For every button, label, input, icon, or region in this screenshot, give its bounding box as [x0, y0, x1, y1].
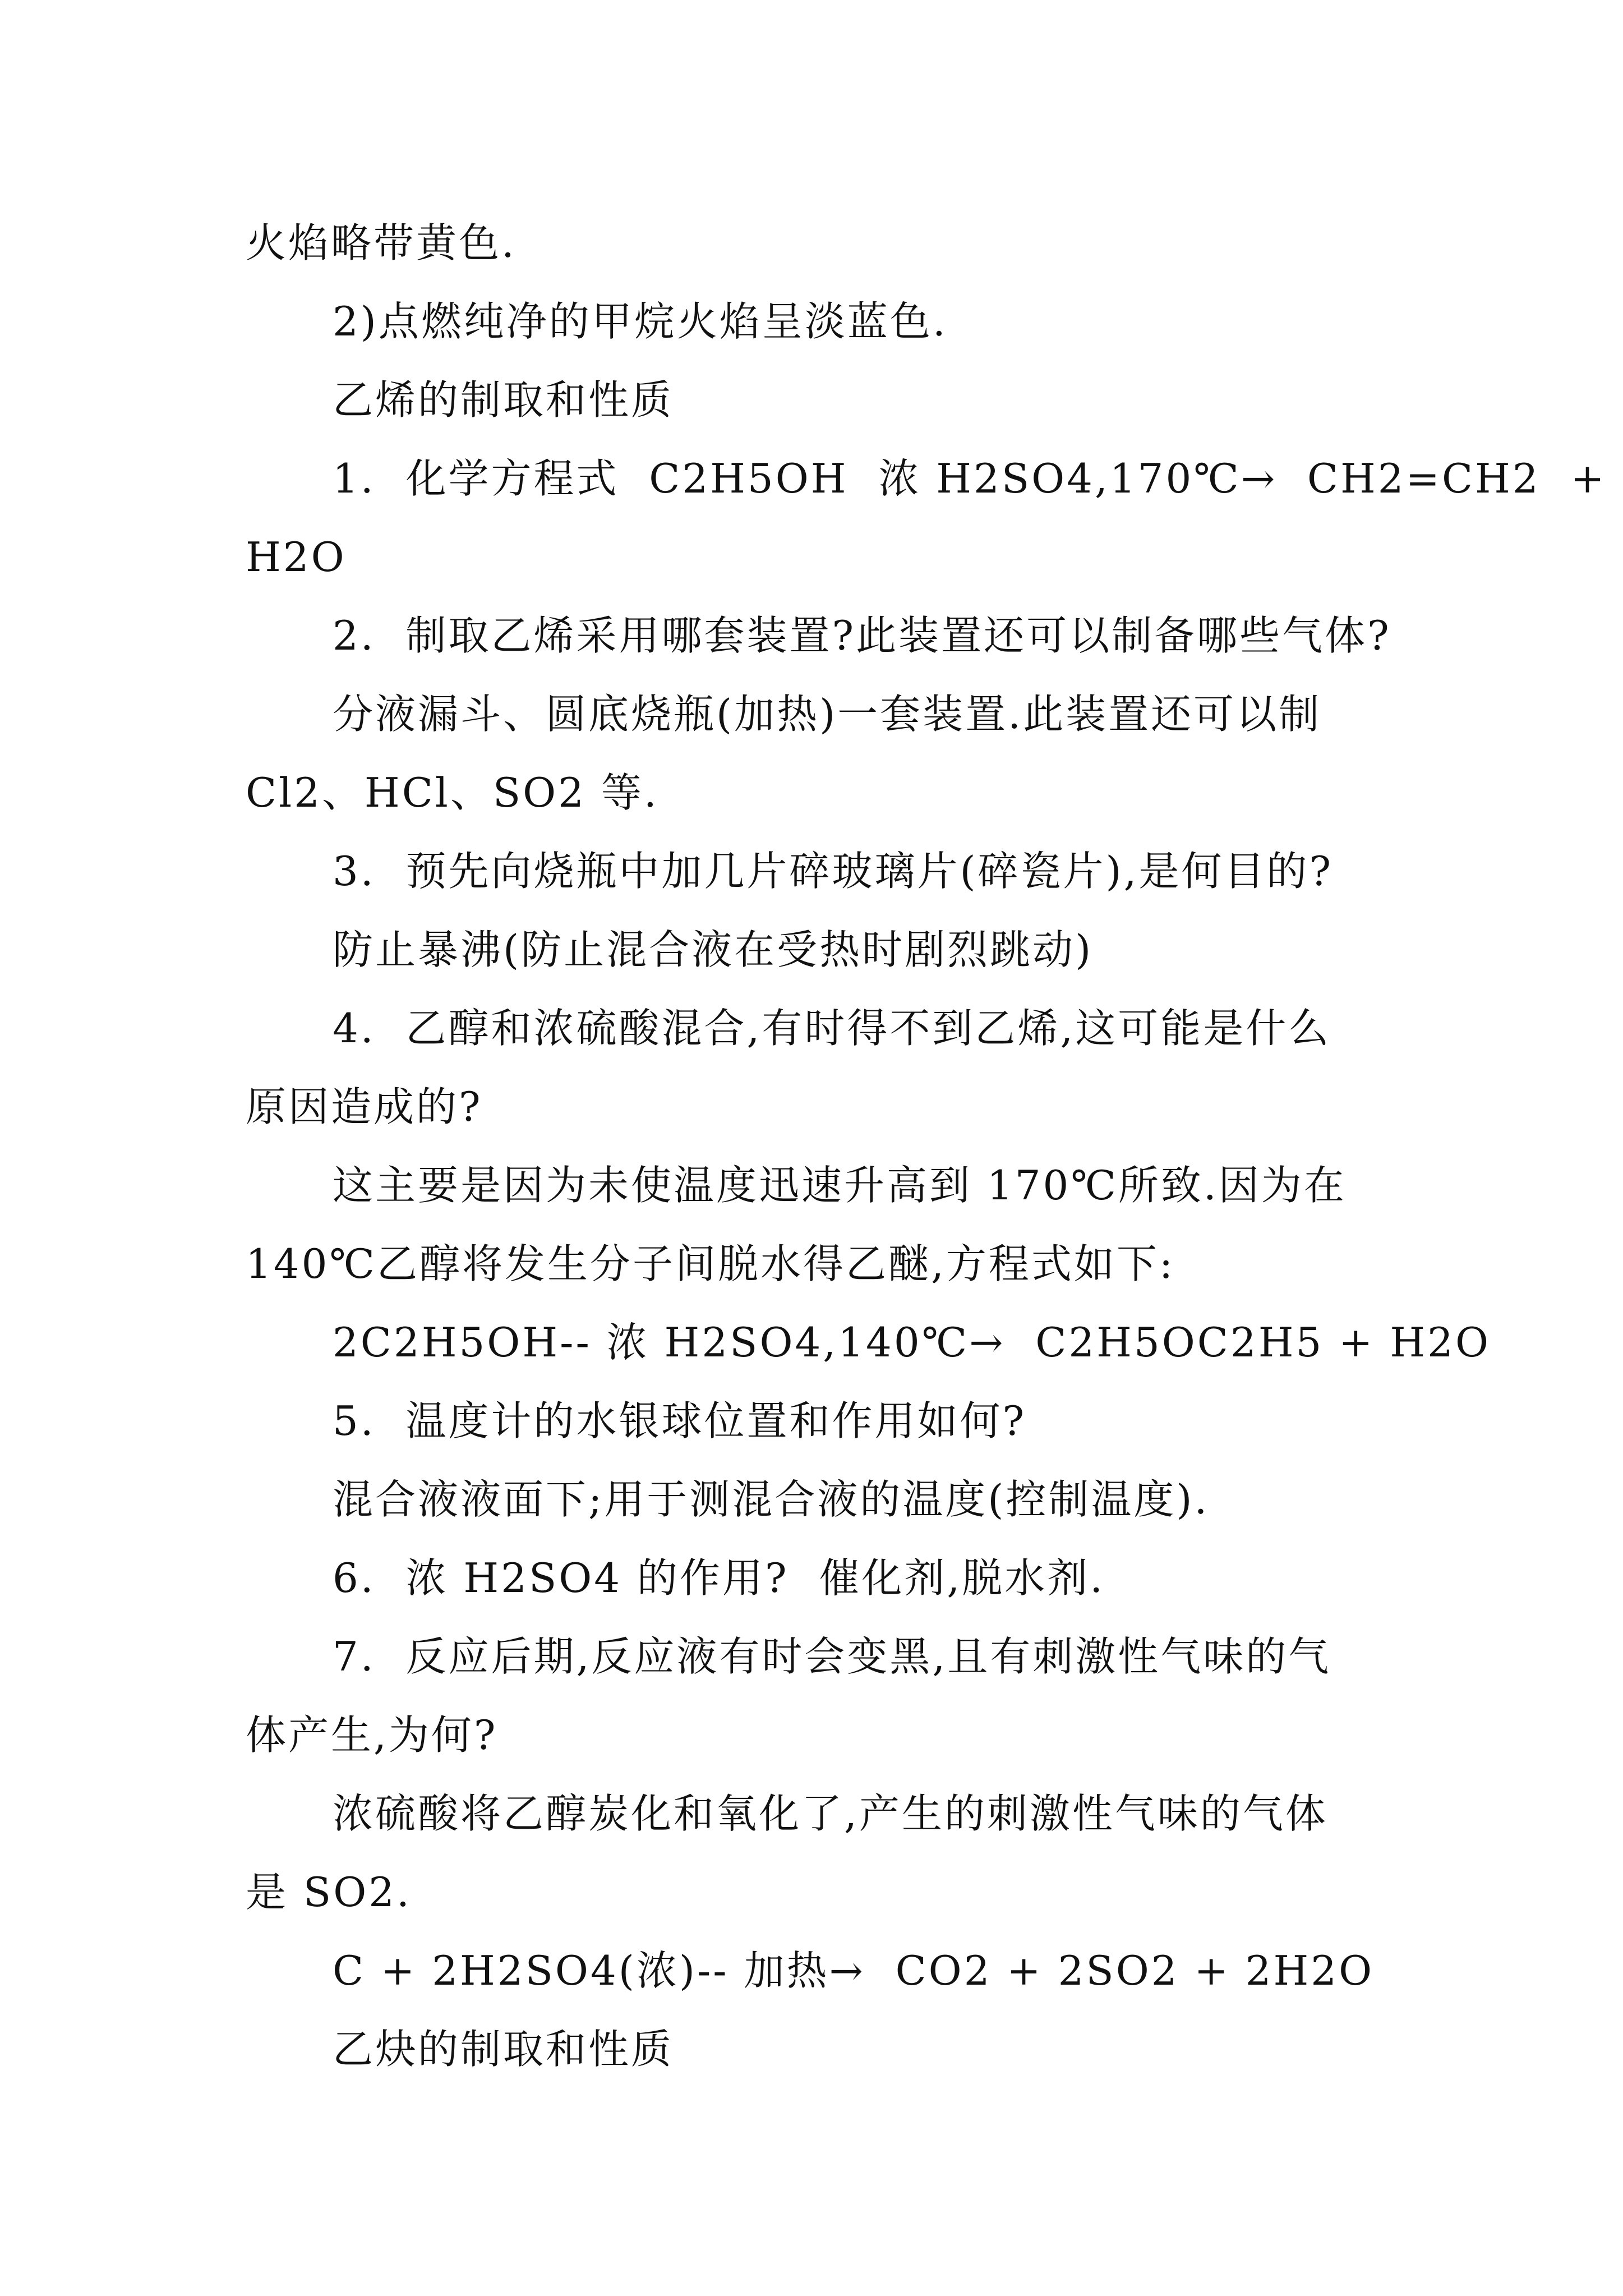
text-line-9: 3. 预先向烧瓶中加几片碎玻璃片(碎瓷片),是何目的?: [333, 848, 1334, 895]
text-line-5: H2O: [246, 533, 347, 581]
text-line-21: 浓硫酸将乙醇炭化和氧化了,产生的刺激性气味的气体: [333, 1790, 1328, 1837]
text-line-13: 这主要是因为未使温度迅速升高到 170℃所致.因为在: [333, 1162, 1347, 1209]
text-line-8: Cl2、HCl、SO2 等.: [246, 769, 659, 816]
text-line-4: 1. 化学方程式 C2H5OH 浓 H2SO4,170℃→ CH2=CH2 +: [333, 455, 1607, 502]
text-line-6: 2. 制取乙烯采用哪套装置?此装置还可以制备哪些气体?: [333, 612, 1391, 659]
text-line-1: 火焰略带黄色.: [246, 219, 517, 266]
text-line-19: 7. 反应后期,反应液有时会变黑,且有刺激性气味的气: [333, 1633, 1331, 1680]
text-line-18: 6. 浓 H2SO4 的作用? 催化剂,脱水剂.: [333, 1554, 1105, 1602]
equation-ether: 2C2H5OH-- 浓 H2SO4,140℃→ C2H5OC2H5 + H2O: [333, 1319, 1491, 1366]
text-line-7: 分液漏斗、圆底烧瓶(加热)一套装置.此装置还可以制: [333, 691, 1322, 738]
text-line-2: 2)点燃纯净的甲烷火焰呈淡蓝色.: [333, 298, 948, 345]
text-line-10: 防止暴沸(防止混合液在受热时剧烈跳动): [333, 926, 1094, 973]
text-line-14: 140℃乙醇将发生分子间脱水得乙醚,方程式如下:: [246, 1240, 1175, 1287]
text-line-16: 5. 温度计的水银球位置和作用如何?: [333, 1397, 1027, 1444]
text-line-17: 混合液液面下;用于测混合液的温度(控制温度).: [333, 1476, 1210, 1523]
text-line-22: 是 SO2.: [246, 1869, 412, 1916]
text-line-20: 体产生,为何?: [246, 1711, 498, 1759]
equation-carbon: C + 2H2SO4(浓)-- 加热→ CO2 + 2SO2 + 2H2O: [333, 1947, 1375, 1994]
text-line-11: 4. 乙醇和浓硫酸混合,有时得不到乙烯,这可能是什么: [333, 1005, 1331, 1052]
section-heading-acetylene: 乙炔的制取和性质: [333, 2026, 674, 2073]
text-line-12: 原因造成的?: [246, 1083, 483, 1130]
section-heading-ethylene: 乙烯的制取和性质: [333, 376, 674, 424]
